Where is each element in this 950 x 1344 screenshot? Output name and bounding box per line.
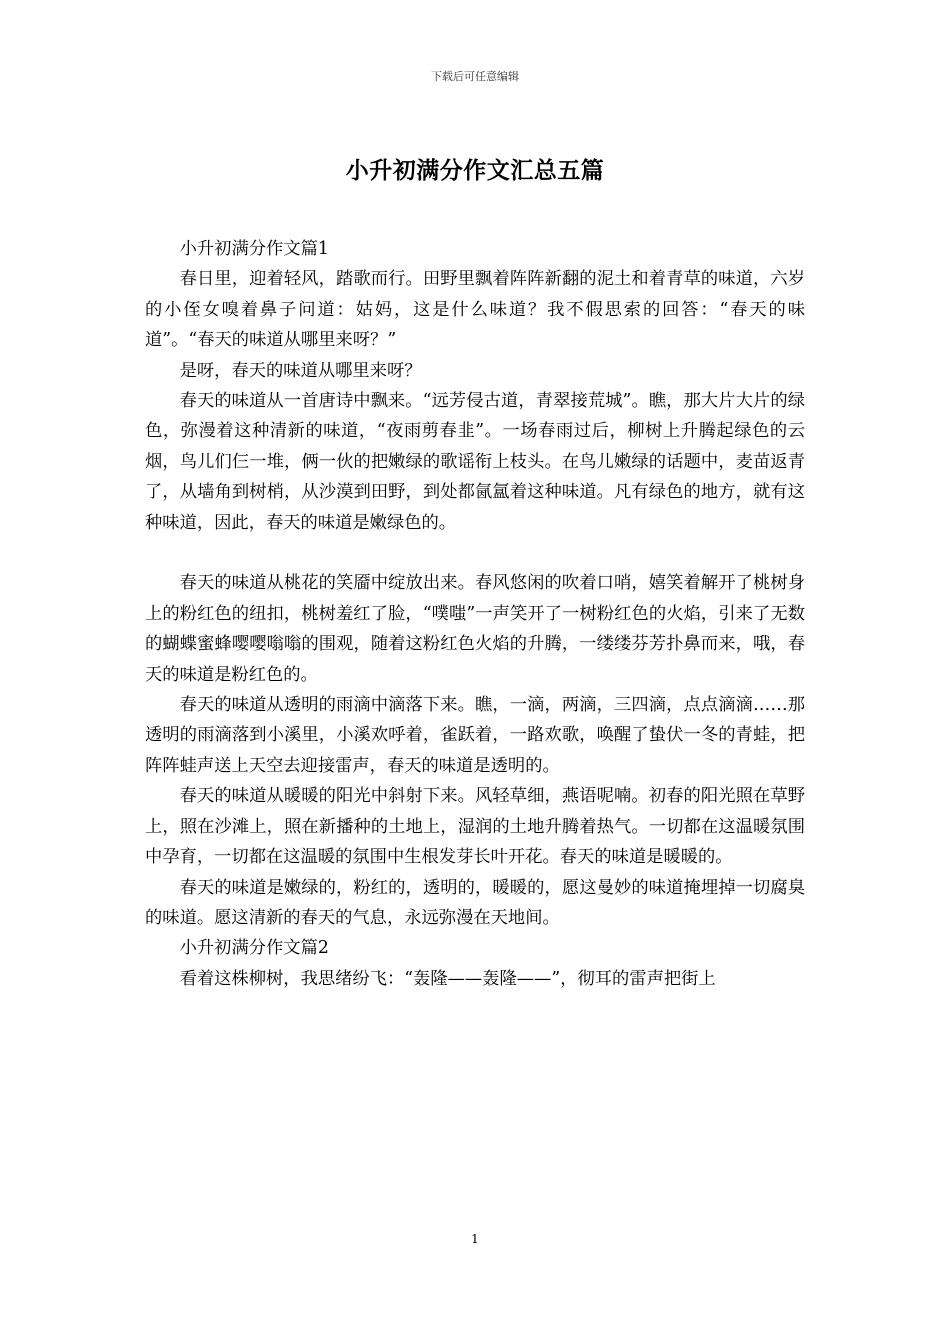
body-paragraph: 春天的味道从透明的雨滴中滴落下来。瞧，一滴，两滴，三四滴，点点滴滴……那透明的雨滴落到小溪里，小溪欢呼着，雀跃着，一路欢歌，唤醒了蛰伏一冬的青蛙，把阵阵蛙声送上天空去迎接雷声，春天的味道是透明的。 [145,695,805,776]
body-paragraph: 春天的味道从桃花的笑靥中绽放出来。春风悠闲的吹着口哨，嬉笑着解开了桃树身上的粉红色的纽扣，桃树羞红了脸，“噗嗤”一声笑开了一树粉红色的火焰，引来了无数的蝴蝶蜜蜂嘤嘤嗡嗡的围观，随着这粉红色火焰的升腾，一缕缕芬芳扑鼻而来，哦，春天的味道是粉红色的。 [145,573,805,685]
body-paragraph: 春天的味道从一首唐诗中飘来。“远芳侵古道，青翠接荒城”。瞧，那大片大片的绿色，弥漫着这种清新的味道，“夜雨剪春韭”。一场春雨过后，柳树上升腾起绿色的云烟，鸟儿们仨一堆，俩一伙的把嫩绿的歌谣衔上枝头。在鸟儿嫩绿的话题中，麦苗返青了，从墙角到树梢，从沙漠到田野，到处都氤氲着这种味道。凡有绿色的地方，就有这种味道，因此，春天的味道是嫩绿色的。 [145,391,805,533]
body-paragraph: 春天的味道从暖暖的阳光中斜射下来。风轻草细，燕语呢喃。初春的阳光照在草野上，照在沙滩上，照在新播种的土地上，湿润的土地升腾着热气。一切都在这温暖氛围中孕育，一切都在这温暖的氛围中生根发芽长叶开花。春天的味道是暖暖的。 [145,786,805,868]
document-body [145,234,805,994]
body-paragraph: 看着这株柳树，我思绪纷飞：“轰隆——轰隆——”，彻耳的雷声把街上 [179,968,716,989]
body-paragraph: 春天的味道是嫩绿的，粉红的，透明的，暖暖的，愿这曼妙的味道掩埋掉一切腐臭的味道。愿这清新的春天的气息，永远弥漫在天地间。 [145,877,805,928]
page-number: 1 [471,1232,479,1246]
page-header-note: 下载后可任意编辑 [431,70,519,83]
essay-heading-2: 小升初满分作文篇2 [179,938,329,959]
body-paragraph: 春日里，迎着轻风，踏歌而行。田野里飘着阵阵新翻的泥土和着青草的味道，六岁的小侄女嗅着鼻子问道：姑妈，这是什么味道？我不假思索的回答：“春天的味道”。“春天的味道从哪里来呀？” [145,269,805,351]
essay-heading-1: 小升初满分作文篇1 [179,239,329,259]
document-title: 小升初满分作文汇总五篇 [345,157,605,184]
body-paragraph: 是呀，春天的味道从哪里来呀？ [179,360,422,381]
